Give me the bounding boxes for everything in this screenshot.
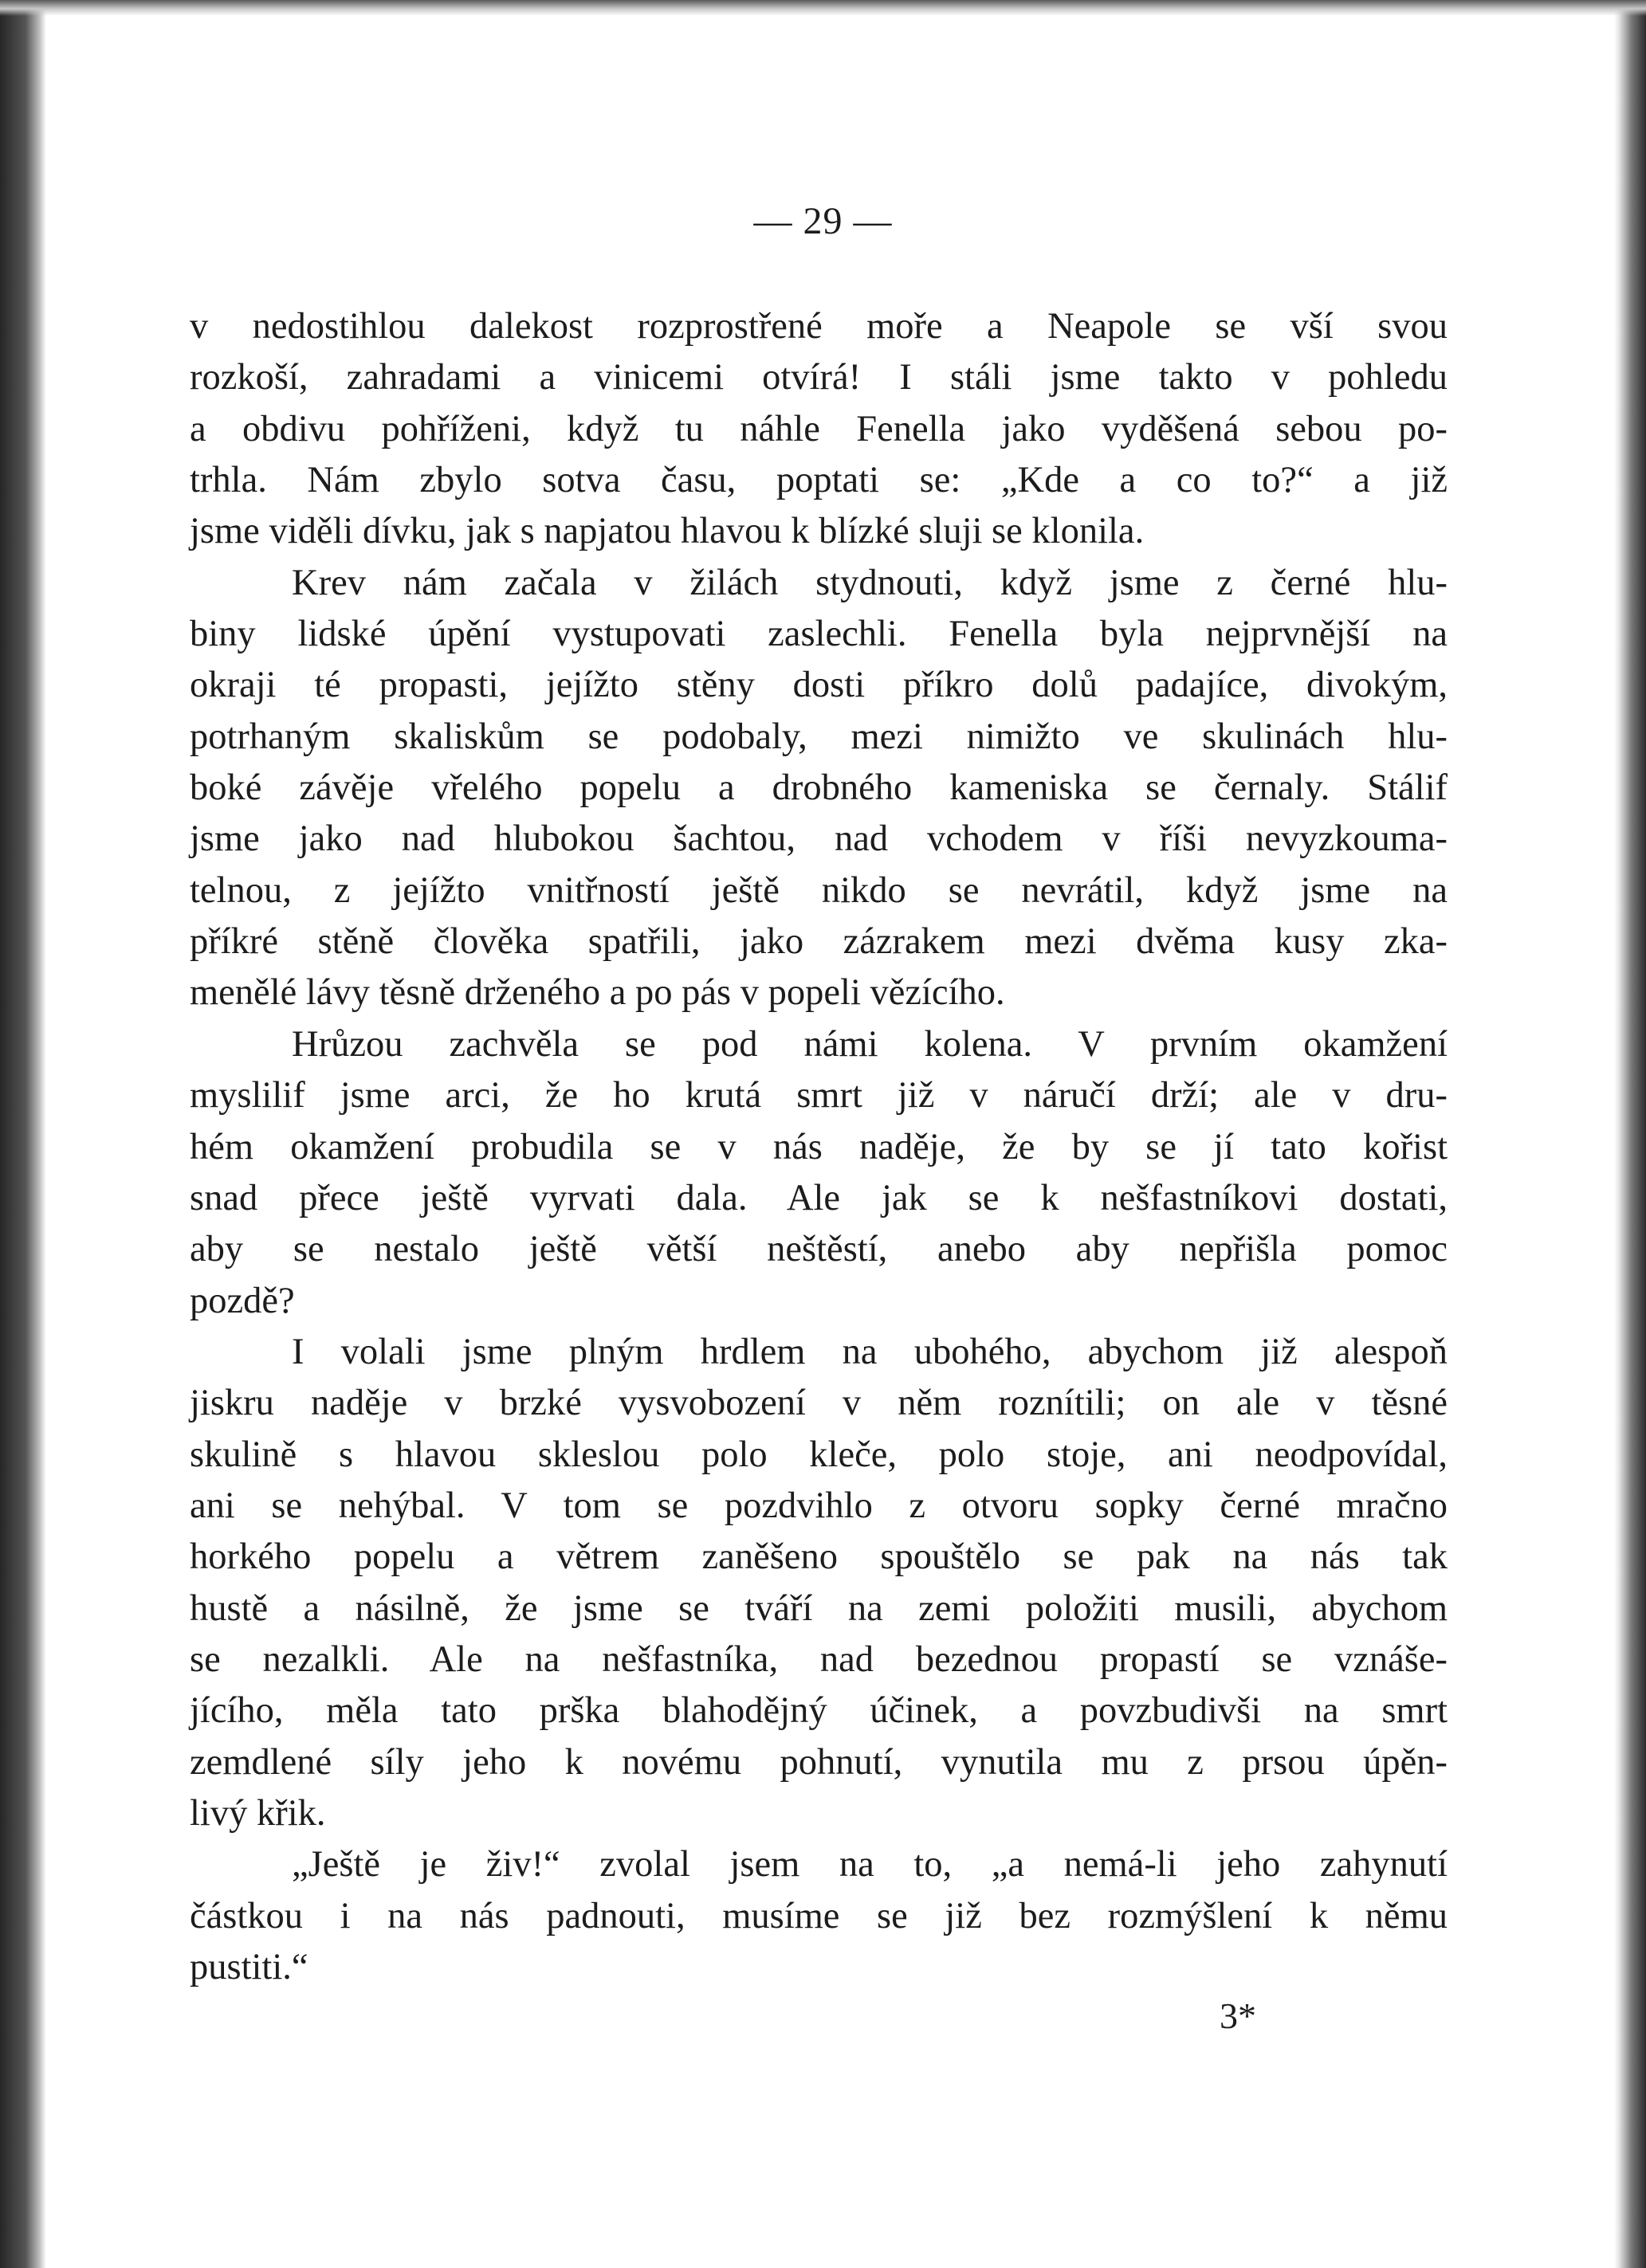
text-line: jsme jako nad hlubokou šachtou, nad vchodem v říši nevyzkouma-: [190, 818, 1448, 860]
text-line: zemdlené síly jeho k novému pohnutí, vynutila mu z prsou úpěn-: [190, 1741, 1448, 1783]
text-line: rozkoší, zahradami a vinicemi otvírá! I stáli jsme takto v pohledu: [190, 357, 1448, 398]
text-line: menělé lávy těsně drženého a po pás v popeli vězícího.: [190, 972, 1005, 1014]
paragraph: [190, 1019, 1448, 1327]
text-line: horkého popelu a větrem zaněšeno spouštělo se pak na nás tak: [190, 1536, 1448, 1578]
paragraph: [190, 558, 1448, 1019]
text-line: telnou, z jejížto vnitřností ještě nikdo se nevrátil, když jsme na: [190, 869, 1448, 911]
text-line: pustiti.“: [190, 1947, 308, 1987]
text-line: potrhaným skaliskům se podobaly, mezi nimižto ve skulinách hlu-: [190, 716, 1448, 757]
paragraph: [190, 301, 1448, 558]
text-line: v nedostihlou dalekost rozprostřené moře a Neapole se vší svou: [190, 306, 1448, 347]
text-line: trhla. Nám zbylo sotva času, poptati se: „Kde a co to?“ a již: [190, 460, 1448, 501]
text-line: „Ještě je živ!“ zvolal jsem na to, „a nemá-li jeho zahynutí: [292, 1844, 1448, 1885]
page-number: — 29 —: [753, 200, 893, 242]
text-line: se nezalkli. Ale na nešfastníka, nad bezednou propastí se vznáše-: [190, 1638, 1448, 1680]
text-line: biny lidské úpění vystupovati zaslechli. Fenella byla nejprvnější na: [190, 614, 1448, 655]
text-line: livý křik.: [190, 1792, 326, 1834]
scan-right-edge: [1614, 0, 1646, 2268]
text-line: a obdivu pohříženi, když tu náhle Fenella jako vyděšená sebou po-: [190, 408, 1448, 449]
text-line: boké závěje vřelého popelu a drobného kameniska se černaly. Stálif: [190, 767, 1448, 809]
paragraph: [190, 1839, 1448, 1993]
text-line: okraji té propasti, jejížto stěny dosti příkro dolů padajíce, divokým,: [190, 665, 1448, 706]
text-line: skulině s hlavou skleslou polo kleče, polo stoje, ani neodpovídal,: [190, 1434, 1448, 1475]
text-line: příkré stěně člověka spatřili, jako zázrakem mezi dvěma kusy zka-: [190, 921, 1448, 963]
text-line: myslilif jsme arci, že ho krutá smrt již v náručí drží; ale v dru-: [190, 1075, 1448, 1116]
text-line: Hrůzou zachvěla se pod námi kolena. V prvním okamžení: [292, 1023, 1448, 1065]
text-line: hém okamžení probudila se v nás naděje, že by se jí tato kořist: [190, 1126, 1448, 1167]
scan-top-edge: [0, 0, 1646, 16]
text-line: pozdě?: [190, 1280, 295, 1321]
text-line: ani se nehýbal. V tom se pozdvihlo z otvoru sopky černé mračno: [190, 1485, 1448, 1526]
text-line: hustě a násilně, že jsme se tváří na zemi položiti musili, abychom: [190, 1587, 1448, 1629]
signature-mark: 3*: [1220, 1995, 1256, 2036]
text-line: jsme viděli dívku, jak s napjatou hlavou k blízké sluji se klonila.: [190, 511, 1145, 552]
body-text: [190, 301, 1448, 1993]
text-line: aby se nestalo ještě větší neštěstí, anebo aby nepřišla pomoc: [190, 1229, 1448, 1270]
paragraph: [190, 1327, 1448, 1839]
text-line: částkou i na nás padnouti, musíme se již bez rozmýšlení k němu: [190, 1895, 1448, 1936]
scan-left-edge: [0, 0, 46, 2268]
text-line: jícího, měla tato prška blahodějný účinek, a povzbudivši na smrt: [190, 1690, 1448, 1732]
text-line: snad přece ještě vyrvati dala. Ale jak se k nešfastníkovi dostati,: [190, 1177, 1448, 1218]
text-line: Krev nám začala v žilách stydnouti, když jsme z černé hlu-: [292, 562, 1448, 603]
text-line: I volali jsme plným hrdlem na ubohého, abychom již alespoň: [292, 1331, 1448, 1372]
text-line: jiskru naděje v brzké vysvobození v něm roznítili; on ale v těsné: [190, 1383, 1448, 1424]
